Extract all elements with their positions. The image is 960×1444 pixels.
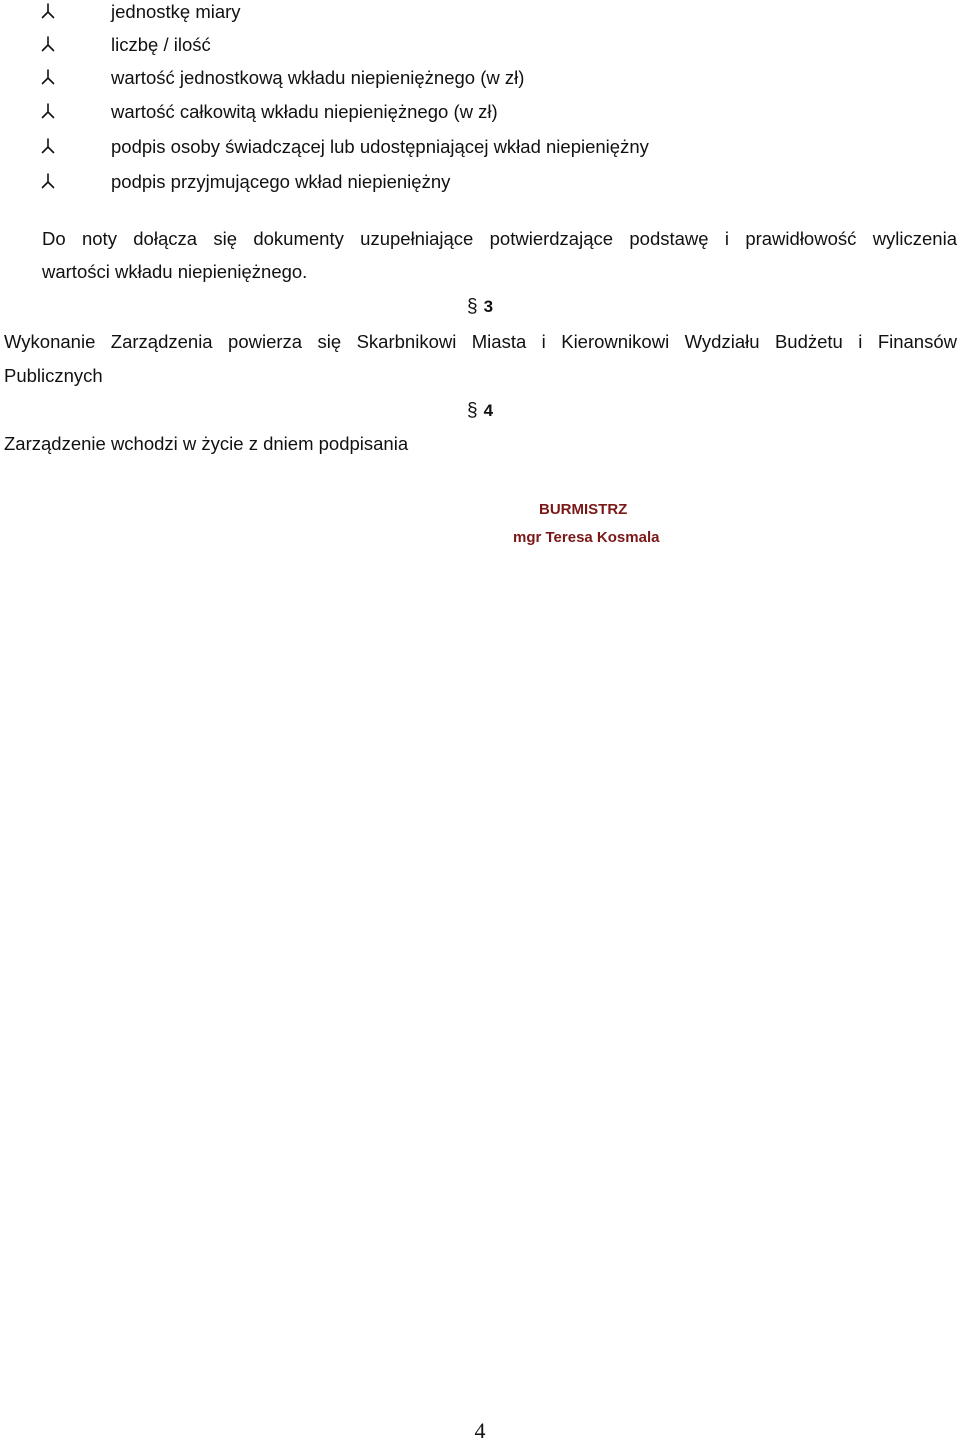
- section-4-heading: [467, 400, 493, 422]
- bullet-arrow-icon: [41, 69, 55, 85]
- bullet-arrow-icon: [41, 173, 55, 189]
- bullet-arrow-icon: [41, 3, 55, 19]
- signature-title: BURMISTRZ: [539, 501, 628, 518]
- bullet-arrow-icon: [41, 36, 55, 52]
- section-3-heading: [467, 296, 493, 318]
- section-3-text-line1: Wykonanie Zarządzenia powierza się Skarbnikowi Miasta i Kierownikowi Wydziału Budżetu i Finansów: [4, 331, 957, 352]
- list-item-text: podpis osoby świadczącej lub udostępniającej wkład niepieniężny: [111, 136, 649, 157]
- list-item-text: wartość całkowitą wkładu niepieniężnego (w zł): [111, 101, 498, 122]
- signature-name: mgr Teresa Kosmala: [513, 529, 660, 546]
- list-item-text: podpis przyjmującego wkład niepieniężny: [111, 171, 451, 192]
- list-item-text: wartość jednostkową wkładu niepieniężnego (w zł): [111, 67, 525, 88]
- section-3-text-line2: Publicznych: [4, 365, 103, 386]
- list-item: [0, 67, 960, 93]
- bullet-arrow-icon: [41, 138, 55, 154]
- list-item: [0, 34, 960, 60]
- section-sign: §: [467, 400, 478, 421]
- list-item: [0, 101, 960, 127]
- list-item: [0, 171, 960, 197]
- list-item-text: jednostkę miary: [111, 1, 241, 22]
- list-item: [0, 1, 960, 27]
- section-4-text: Zarządzenie wchodzi w życie z dniem podpisania: [4, 433, 409, 454]
- bullet-arrow-icon: [41, 103, 55, 119]
- section-number: 4: [483, 401, 494, 420]
- section-number: 3: [483, 297, 494, 316]
- section-sign: §: [467, 296, 478, 317]
- attachments-paragraph-line1: Do noty dołącza się dokumenty uzupełniające potwierdzające podstawę i prawidłowość wyliczenia: [42, 228, 957, 249]
- list-item-text: liczbę / ilość: [111, 34, 211, 55]
- attachments-paragraph-line2: wartości wkładu niepieniężnego.: [42, 261, 308, 282]
- page-number: 4: [474, 1418, 486, 1443]
- list-item: [0, 136, 960, 162]
